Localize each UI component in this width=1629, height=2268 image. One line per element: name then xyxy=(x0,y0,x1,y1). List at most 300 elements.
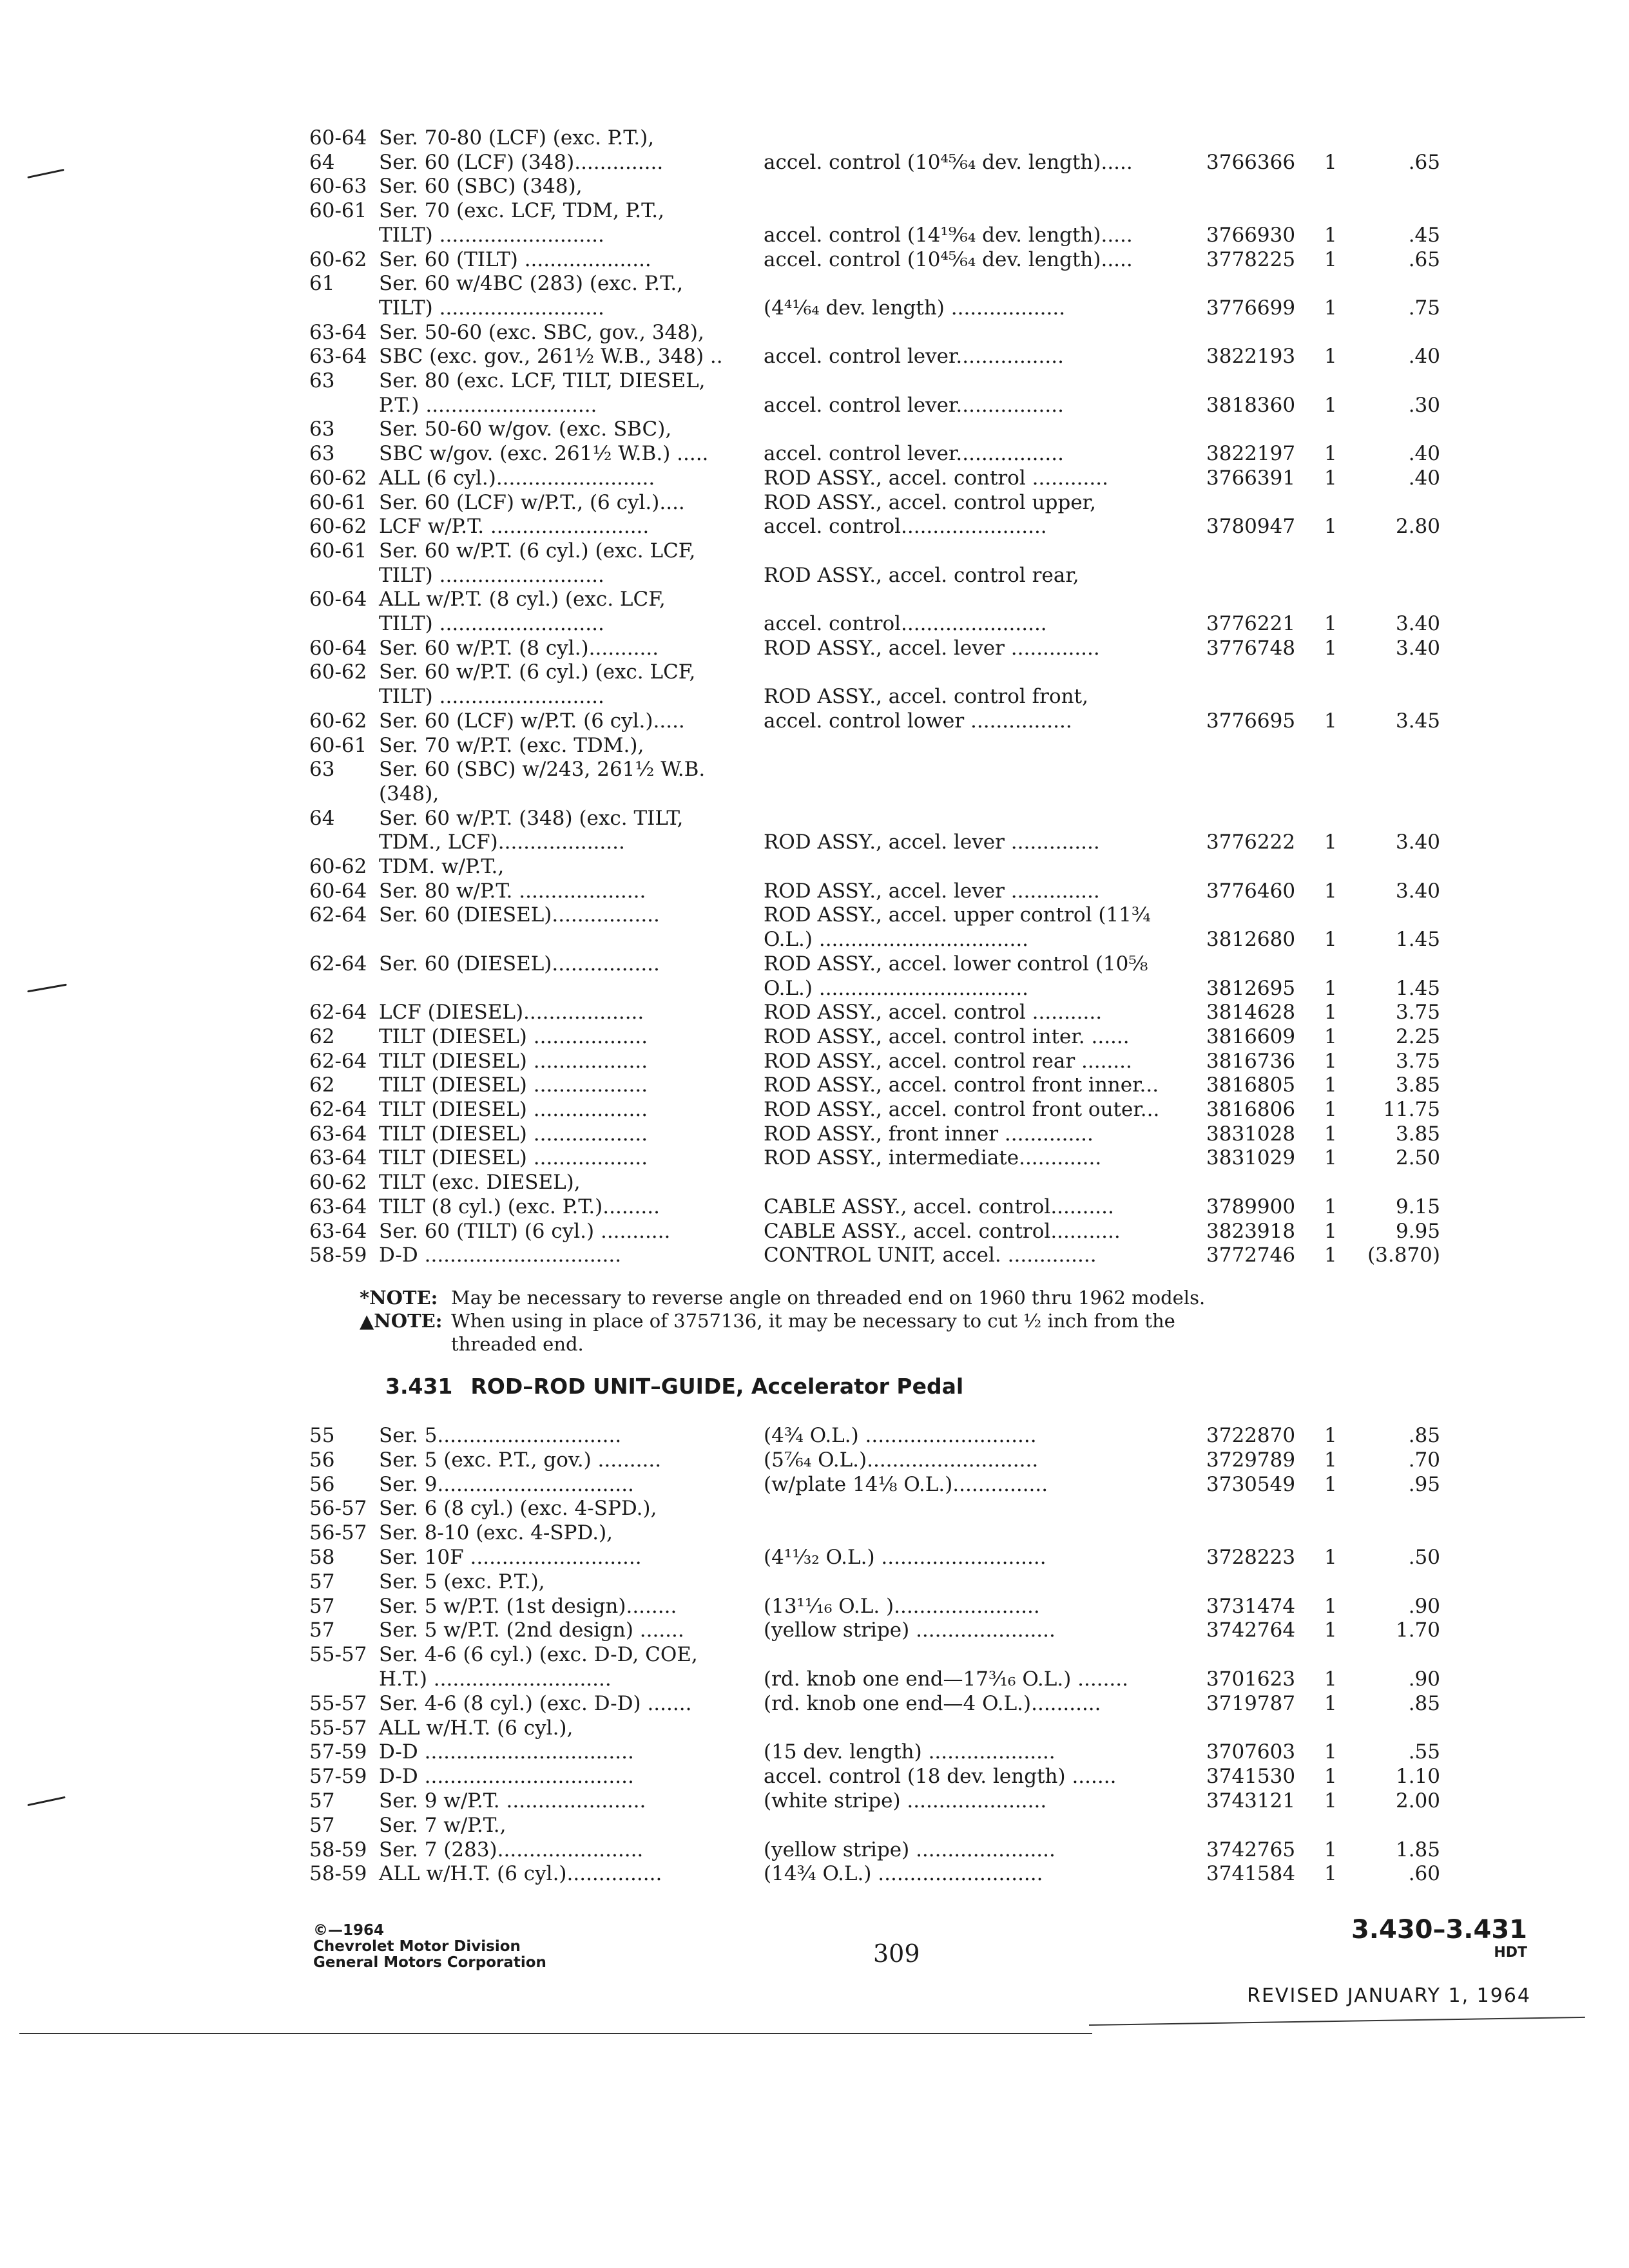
application-cell: Ser. 60 w/P.T. (6 cyl.) (exc. LCF, xyxy=(379,660,696,684)
price-cell: 1.70 xyxy=(1395,1619,1440,1642)
application-cell: Ser. 9 w/P.T. ...................... xyxy=(379,1789,646,1812)
year-cell: 57-59 xyxy=(309,1765,367,1789)
description-cell: accel. control....................... xyxy=(764,515,1047,539)
table-row xyxy=(0,1667,1629,1691)
table-row xyxy=(0,1838,1629,1861)
application-cell: Ser. 60 (TILT) (6 cyl.) ........... xyxy=(379,1219,671,1243)
price-cell: .90 xyxy=(1408,1667,1440,1691)
application-cell: LCF (DIESEL)................... xyxy=(379,1001,644,1024)
description-cell: ROD ASSY., accel. control ............ xyxy=(764,466,1108,490)
bottom-rule xyxy=(1089,2017,1585,2026)
year-cell: 60-64 xyxy=(309,588,367,611)
table-row xyxy=(0,1789,1629,1812)
year-cell: 57 xyxy=(309,1789,335,1812)
year-cell: 63 xyxy=(309,758,335,782)
quantity-cell: 1 xyxy=(1324,709,1337,733)
part-number-cell: 3719787 xyxy=(1206,1691,1296,1715)
table-row xyxy=(0,491,1629,514)
application-cell: TILT) .......................... xyxy=(379,685,604,709)
quantity-cell: 1 xyxy=(1324,976,1337,1000)
table-row xyxy=(0,1073,1629,1097)
table-row xyxy=(0,928,1629,951)
year-cell: 58-59 xyxy=(309,1838,367,1861)
application-cell: Ser. 7 w/P.T., xyxy=(379,1813,506,1837)
price-cell: .50 xyxy=(1408,1546,1440,1569)
table-row xyxy=(0,660,1629,684)
part-number-cell: 3818360 xyxy=(1206,393,1296,417)
quantity-cell: 1 xyxy=(1324,1024,1337,1048)
description-cell: ROD ASSY., accel. control rear, xyxy=(764,563,1079,587)
table-row xyxy=(0,272,1629,295)
year-cell: 60-61 xyxy=(309,490,367,514)
description-cell: CABLE ASSY., accel. control........... xyxy=(764,1219,1121,1243)
quantity-cell: 1 xyxy=(1324,150,1337,174)
table-row xyxy=(0,758,1629,781)
page-number: 309 xyxy=(873,1939,920,1968)
table-row xyxy=(0,1716,1629,1740)
quantity-cell: 1 xyxy=(1324,1765,1337,1789)
table-row xyxy=(0,782,1629,805)
table-row xyxy=(0,1814,1629,1837)
quantity-cell: 1 xyxy=(1324,1667,1337,1691)
application-cell: ALL w/P.T. (8 cyl.) (exc. LCF, xyxy=(379,588,666,611)
table-row xyxy=(0,1619,1629,1642)
application-cell: Ser. 7 (283)....................... xyxy=(379,1838,644,1861)
year-cell: 62-64 xyxy=(309,1098,367,1121)
part-number-cell: 3814628 xyxy=(1206,1001,1296,1024)
section-reference xyxy=(1351,1915,1527,1961)
price-cell: .90 xyxy=(1408,1594,1440,1618)
section-code: HDT xyxy=(1494,1945,1527,1961)
description-cell: accel. control lever................. xyxy=(764,393,1064,417)
year-cell: 60-62 xyxy=(309,515,367,539)
table-row xyxy=(0,394,1629,417)
part-number-cell: 3741530 xyxy=(1206,1765,1296,1789)
application-cell: Ser. 60 w/P.T. (8 cyl.)........... xyxy=(379,636,659,660)
price-cell: 3.75 xyxy=(1395,1049,1440,1073)
application-cell: Ser. 5 w/P.T. (2nd design) ....... xyxy=(379,1619,684,1642)
description-cell: CABLE ASSY., accel. control.......... xyxy=(764,1195,1114,1218)
year-cell: 56 xyxy=(309,1472,335,1496)
quantity-cell: 1 xyxy=(1324,636,1337,660)
table-row xyxy=(0,539,1629,562)
application-cell: D-D ................................. xyxy=(379,1765,634,1789)
description-cell: ROD ASSY., accel. control ........... xyxy=(764,1001,1103,1024)
description-cell: (white stripe) ...................... xyxy=(764,1789,1047,1812)
table-row xyxy=(0,1765,1629,1788)
section-number: 3.431 xyxy=(385,1374,453,1399)
price-cell: .55 xyxy=(1408,1740,1440,1764)
application-cell: Ser. 6 (8 cyl.) (exc. 4-SPD.), xyxy=(379,1497,657,1521)
year-cell: 57 xyxy=(309,1570,335,1593)
application-cell: TILT (8 cyl.) (exc. P.T.)......... xyxy=(379,1195,660,1218)
description-cell: accel. control (10⁴⁵⁄₆₄ dev. length)..... xyxy=(764,150,1133,174)
table-row xyxy=(0,831,1629,854)
description-cell: accel. control lower ................ xyxy=(764,709,1072,733)
description-cell: (4⁴¹⁄₆₄ dev. length) .................. xyxy=(764,296,1066,320)
description-cell: accel. control (18 dev. length) ....... xyxy=(764,1765,1117,1789)
application-cell: Ser. 9............................... xyxy=(379,1472,634,1496)
part-number-cell: 3730549 xyxy=(1206,1472,1296,1496)
quantity-cell: 1 xyxy=(1324,1098,1337,1121)
quantity-cell: 1 xyxy=(1324,1789,1337,1812)
note-text: May be necessary to reverse angle on threaded end on 1960 thru 1962 models. xyxy=(451,1287,1206,1309)
application-cell: Ser. 4-6 (8 cyl.) (exc. D-D) ....... xyxy=(379,1691,692,1715)
quantity-cell: 1 xyxy=(1324,1244,1337,1267)
price-cell: .45 xyxy=(1408,223,1440,247)
description-cell: (13¹¹⁄₁₆ O.L. )....................... xyxy=(764,1594,1040,1618)
application-cell: TILT (exc. DIESEL), xyxy=(379,1171,581,1195)
application-cell: Ser. 60 (LCF) w/P.T., (6 cyl.).... xyxy=(379,490,685,514)
year-cell: 60-61 xyxy=(309,199,367,223)
price-cell: .85 xyxy=(1408,1424,1440,1447)
year-cell: 63 xyxy=(309,369,335,392)
year-cell: 63-64 xyxy=(309,1146,367,1170)
table-row xyxy=(0,564,1629,587)
description-cell: (yellow stripe) ...................... xyxy=(764,1619,1055,1642)
application-cell: Ser. 60 w/P.T. (348) (exc. TILT, xyxy=(379,806,684,830)
section-range: 3.430–3.431 xyxy=(1351,1915,1527,1945)
table-row xyxy=(0,903,1629,927)
copyright-line: ©—1964 xyxy=(313,1922,385,1939)
table-row xyxy=(0,1448,1629,1472)
table-row xyxy=(0,1862,1629,1885)
quantity-cell: 1 xyxy=(1324,1049,1337,1073)
application-cell: TILT (DIESEL) .................. xyxy=(379,1049,648,1073)
application-cell: Ser. 60 (SBC) (348), xyxy=(379,175,583,198)
quantity-cell: 1 xyxy=(1324,1073,1337,1097)
part-number-cell: 3776222 xyxy=(1206,831,1296,854)
part-number-cell: 3741584 xyxy=(1206,1862,1296,1886)
table-row xyxy=(0,1643,1629,1666)
price-cell: 3.85 xyxy=(1395,1122,1440,1146)
part-number-cell: 3742764 xyxy=(1206,1619,1296,1642)
year-cell: 55-57 xyxy=(309,1691,367,1715)
year-cell: 56-57 xyxy=(309,1521,367,1545)
description-cell: ROD ASSY., accel. control rear ........ xyxy=(764,1049,1132,1073)
application-cell: TILT) .......................... xyxy=(379,223,604,247)
price-cell: 9.15 xyxy=(1395,1195,1440,1218)
year-cell: 57-59 xyxy=(309,1740,367,1764)
part-number-cell: 3816806 xyxy=(1206,1098,1296,1121)
copyright-line: General Motors Corporation xyxy=(313,1954,546,1971)
year-cell: 60-62 xyxy=(309,709,367,733)
year-cell: 60-62 xyxy=(309,247,367,271)
description-cell: O.L.) ................................. xyxy=(764,928,1029,952)
price-cell: 3.45 xyxy=(1395,709,1440,733)
description-cell: CONTROL UNIT, accel. .............. xyxy=(764,1244,1097,1267)
year-cell: 60-63 xyxy=(309,175,367,198)
year-cell: 55-57 xyxy=(309,1716,367,1740)
section-heading xyxy=(385,1374,963,1399)
price-cell: 3.40 xyxy=(1395,879,1440,903)
quantity-cell: 1 xyxy=(1324,1424,1337,1447)
application-cell: Ser. 80 w/P.T. .................... xyxy=(379,879,646,903)
table-row xyxy=(0,1025,1629,1048)
part-number-cell: 3816609 xyxy=(1206,1024,1296,1048)
table-row xyxy=(0,612,1629,635)
price-cell: 1.45 xyxy=(1395,928,1440,952)
part-number-cell: 3766930 xyxy=(1206,223,1296,247)
year-cell: 58-59 xyxy=(309,1862,367,1886)
table-row xyxy=(0,199,1629,222)
part-number-cell: 3731474 xyxy=(1206,1594,1296,1618)
part-number-cell: 3707603 xyxy=(1206,1740,1296,1764)
part-number-cell: 3812695 xyxy=(1206,976,1296,1000)
price-cell: .65 xyxy=(1408,247,1440,271)
year-cell: 62-64 xyxy=(309,1049,367,1073)
year-cell: 62-64 xyxy=(309,903,367,927)
year-cell: 56 xyxy=(309,1448,335,1472)
application-cell: SBC w/gov. (exc. 261½ W.B.) ..... xyxy=(379,442,709,466)
year-cell: 64 xyxy=(309,806,335,830)
table-row xyxy=(0,1220,1629,1243)
description-cell: (rd. knob one end—17³⁄₁₆ O.L.) ........ xyxy=(764,1667,1128,1691)
quantity-cell: 1 xyxy=(1324,1594,1337,1618)
note-text: threaded end. xyxy=(451,1333,584,1355)
quantity-cell: 1 xyxy=(1324,1448,1337,1472)
application-cell: Ser. 80 (exc. LCF, TILT, DIESEL, xyxy=(379,369,706,392)
price-cell: 2.25 xyxy=(1395,1024,1440,1048)
table-row xyxy=(0,855,1629,878)
quantity-cell: 1 xyxy=(1324,247,1337,271)
description-cell: ROD ASSY., accel. control inter. ...... xyxy=(764,1024,1130,1048)
description-cell: (rd. knob one end—4 O.L.)........... xyxy=(764,1691,1101,1715)
year-cell: 57 xyxy=(309,1813,335,1837)
quantity-cell: 1 xyxy=(1324,466,1337,490)
part-number-cell: 3776221 xyxy=(1206,612,1296,635)
quantity-cell: 1 xyxy=(1324,1122,1337,1146)
quantity-cell: 1 xyxy=(1324,223,1337,247)
price-cell: .40 xyxy=(1408,345,1440,369)
application-cell: Ser. 10F ........................... xyxy=(379,1546,642,1569)
application-cell: Ser. 5 (exc. P.T., gov.) .......... xyxy=(379,1448,662,1472)
price-cell: .40 xyxy=(1408,466,1440,490)
table-row xyxy=(0,1146,1629,1169)
quantity-cell: 1 xyxy=(1324,515,1337,539)
quantity-cell: 1 xyxy=(1324,1862,1337,1886)
table-row xyxy=(0,296,1629,320)
table-row xyxy=(0,515,1629,538)
application-cell: LCF w/P.T. ......................... xyxy=(379,515,650,539)
table-row xyxy=(0,734,1629,757)
description-cell: (5⁷⁄₆₄ O.L.)........................... xyxy=(764,1448,1039,1472)
year-cell: 58-59 xyxy=(309,1244,367,1267)
quantity-cell: 1 xyxy=(1324,442,1337,466)
table-row xyxy=(0,1595,1629,1618)
table-row xyxy=(0,345,1629,368)
table-row xyxy=(0,1122,1629,1146)
description-cell: accel. control (14¹⁹⁄₆₄ dev. length)..... xyxy=(764,223,1133,247)
year-cell: 60-62 xyxy=(309,855,367,878)
quantity-cell: 1 xyxy=(1324,928,1337,952)
application-cell: D-D ................................. xyxy=(379,1740,634,1764)
year-cell: 63 xyxy=(309,442,335,466)
description-cell: (15 dev. length) .................... xyxy=(764,1740,1055,1764)
note xyxy=(360,1309,1205,1356)
part-number-cell: 3812680 xyxy=(1206,928,1296,952)
year-cell: 61 xyxy=(309,272,335,296)
part-number-cell: 3778225 xyxy=(1206,247,1296,271)
part-number-cell: 3816805 xyxy=(1206,1073,1296,1097)
application-cell: TILT (DIESEL) .................. xyxy=(379,1024,648,1048)
year-cell: 60-61 xyxy=(309,539,367,562)
application-cell: ALL w/H.T. (6 cyl.)............... xyxy=(379,1862,662,1886)
price-cell: 3.40 xyxy=(1395,612,1440,635)
part-number-cell: 3776699 xyxy=(1206,296,1296,320)
price-cell: .65 xyxy=(1408,150,1440,174)
year-cell: 62-64 xyxy=(309,952,367,975)
application-cell: Ser. 70 w/P.T. (exc. TDM.), xyxy=(379,733,644,757)
application-cell: Ser. 5 w/P.T. (1st design)........ xyxy=(379,1594,677,1618)
year-cell: 60-62 xyxy=(309,1171,367,1195)
description-cell: ROD ASSY., accel. upper control (11¾ xyxy=(764,903,1151,927)
part-number-cell: 3776748 xyxy=(1206,636,1296,660)
application-cell: Ser. 5 (exc. P.T.), xyxy=(379,1570,545,1593)
quantity-cell: 1 xyxy=(1324,1472,1337,1496)
price-cell: .95 xyxy=(1408,1472,1440,1496)
description-cell: (14¾ O.L.) .......................... xyxy=(764,1862,1043,1886)
price-cell: .60 xyxy=(1408,1862,1440,1886)
application-cell: TILT (DIESEL) .................. xyxy=(379,1098,648,1121)
part-number-cell: 3823918 xyxy=(1206,1219,1296,1243)
note-text: When using in place of 3757136, it may be necessary to cut ½ inch from the xyxy=(451,1310,1175,1332)
description-cell: accel. control (10⁴⁵⁄₆₄ dev. length)..... xyxy=(764,247,1133,271)
price-cell: 1.45 xyxy=(1395,976,1440,1000)
table-row xyxy=(0,807,1629,830)
year-cell: 63-64 xyxy=(309,345,367,369)
section-title-text: ROD–ROD UNIT–GUIDE, Accelerator Pedal xyxy=(470,1374,964,1399)
table-row xyxy=(0,1497,1629,1520)
description-cell: accel. control lever................. xyxy=(764,442,1064,466)
table-row xyxy=(0,442,1629,465)
part-number-cell: 3822197 xyxy=(1206,442,1296,466)
quantity-cell: 1 xyxy=(1324,296,1337,320)
description-cell: ROD ASSY., intermediate............. xyxy=(764,1146,1102,1170)
description-cell: (yellow stripe) ...................... xyxy=(764,1838,1055,1861)
year-cell: 55-57 xyxy=(309,1643,367,1667)
application-cell: Ser. 70 (exc. LCF, TDM, P.T., xyxy=(379,199,664,223)
part-number-cell: 3772746 xyxy=(1206,1244,1296,1267)
application-cell: TILT (DIESEL) .................. xyxy=(379,1073,648,1097)
part-number-cell: 3776695 xyxy=(1206,709,1296,733)
year-cell: 60-61 xyxy=(309,733,367,757)
quantity-cell: 1 xyxy=(1324,879,1337,903)
table-row xyxy=(0,369,1629,392)
table-row xyxy=(0,1050,1629,1073)
part-number-cell: 3743121 xyxy=(1206,1789,1296,1812)
table-row xyxy=(0,977,1629,1000)
year-cell: 57 xyxy=(309,1619,335,1642)
table-row xyxy=(0,685,1629,708)
application-cell: Ser. 60 (TILT) .................... xyxy=(379,247,651,271)
price-cell: .85 xyxy=(1408,1691,1440,1715)
quantity-cell: 1 xyxy=(1324,831,1337,854)
price-cell: 3.40 xyxy=(1395,636,1440,660)
part-number-cell: 3831029 xyxy=(1206,1146,1296,1170)
description-cell: ROD ASSY., accel. control front, xyxy=(764,685,1088,709)
price-cell: (3.870) xyxy=(1367,1244,1440,1267)
part-number-cell: 3789900 xyxy=(1206,1195,1296,1218)
table-row xyxy=(0,1521,1629,1544)
table-row xyxy=(0,1546,1629,1569)
price-cell: .30 xyxy=(1408,393,1440,417)
table-row xyxy=(0,126,1629,149)
table-row xyxy=(0,151,1629,174)
part-number-cell: 3742765 xyxy=(1206,1838,1296,1861)
application-cell: Ser. 60 w/4BC (283) (exc. P.T., xyxy=(379,272,684,296)
description-cell: ROD ASSY., accel. control front inner... xyxy=(764,1073,1159,1097)
part-number-cell: 3831028 xyxy=(1206,1122,1296,1146)
application-cell: TDM., LCF).................... xyxy=(379,831,625,854)
application-cell: Ser. 60 (SBC) w/243, 261½ W.B. xyxy=(379,758,706,782)
application-cell: Ser. 70-80 (LCF) (exc. P.T.), xyxy=(379,126,655,149)
application-cell: Ser. 60 (DIESEL)................. xyxy=(379,952,660,975)
table-row xyxy=(0,466,1629,490)
description-cell: ROD ASSY., accel. lever .............. xyxy=(764,831,1100,854)
quantity-cell: 1 xyxy=(1324,1691,1337,1715)
price-cell: 3.75 xyxy=(1395,1001,1440,1024)
table-row xyxy=(0,418,1629,441)
description-cell: ROD ASSY., accel. control upper, xyxy=(764,490,1096,514)
quantity-cell: 1 xyxy=(1324,1195,1337,1218)
revised-date: REVISED JANUARY 1, 1964 xyxy=(1247,1984,1531,2007)
description-cell: accel. control lever................. xyxy=(764,345,1064,369)
year-cell: 63-64 xyxy=(309,1195,367,1218)
part-number-cell: 3728223 xyxy=(1206,1546,1296,1569)
description-cell: O.L.) ................................. xyxy=(764,976,1029,1000)
part-number-cell: 3729789 xyxy=(1206,1448,1296,1472)
quantity-cell: 1 xyxy=(1324,1001,1337,1024)
bottom-rule xyxy=(19,2033,1092,2034)
part-number-cell: 3822193 xyxy=(1206,345,1296,369)
year-cell: 60-62 xyxy=(309,466,367,490)
part-number-cell: 3766391 xyxy=(1206,466,1296,490)
note xyxy=(360,1286,1205,1309)
part-number-cell: 3780947 xyxy=(1206,515,1296,539)
table-row xyxy=(0,1244,1629,1267)
table-row xyxy=(0,1692,1629,1715)
year-cell: 62 xyxy=(309,1024,335,1048)
application-cell: ALL w/H.T. (6 cyl.), xyxy=(379,1716,574,1740)
quantity-cell: 1 xyxy=(1324,1619,1337,1642)
price-cell: 1.10 xyxy=(1395,1765,1440,1789)
quantity-cell: 1 xyxy=(1324,612,1337,635)
application-cell: (348), xyxy=(379,782,439,805)
application-cell: TILT) .......................... xyxy=(379,563,604,587)
price-cell: .70 xyxy=(1408,1448,1440,1472)
application-cell: Ser. 5............................. xyxy=(379,1424,622,1447)
year-cell: 63-64 xyxy=(309,1122,367,1146)
table-row xyxy=(0,248,1629,271)
price-cell: 2.80 xyxy=(1395,515,1440,539)
year-cell: 60-64 xyxy=(309,879,367,903)
part-number-cell: 3701623 xyxy=(1206,1667,1296,1691)
year-cell: 60-64 xyxy=(309,126,367,149)
quantity-cell: 1 xyxy=(1324,345,1337,369)
year-cell: 64 xyxy=(309,150,335,174)
table-row xyxy=(0,321,1629,344)
quantity-cell: 1 xyxy=(1324,1146,1337,1170)
description-cell: ROD ASSY., accel. lower control (10⅝ xyxy=(764,952,1148,975)
application-cell: Ser. 8-10 (exc. 4-SPD.), xyxy=(379,1521,613,1545)
application-cell: TILT) .......................... xyxy=(379,612,604,635)
table-row xyxy=(0,637,1629,660)
application-cell: Ser. 60 (DIESEL)................. xyxy=(379,903,660,927)
application-cell: TILT) .......................... xyxy=(379,296,604,320)
table-row xyxy=(0,1195,1629,1218)
table-row xyxy=(0,1171,1629,1194)
